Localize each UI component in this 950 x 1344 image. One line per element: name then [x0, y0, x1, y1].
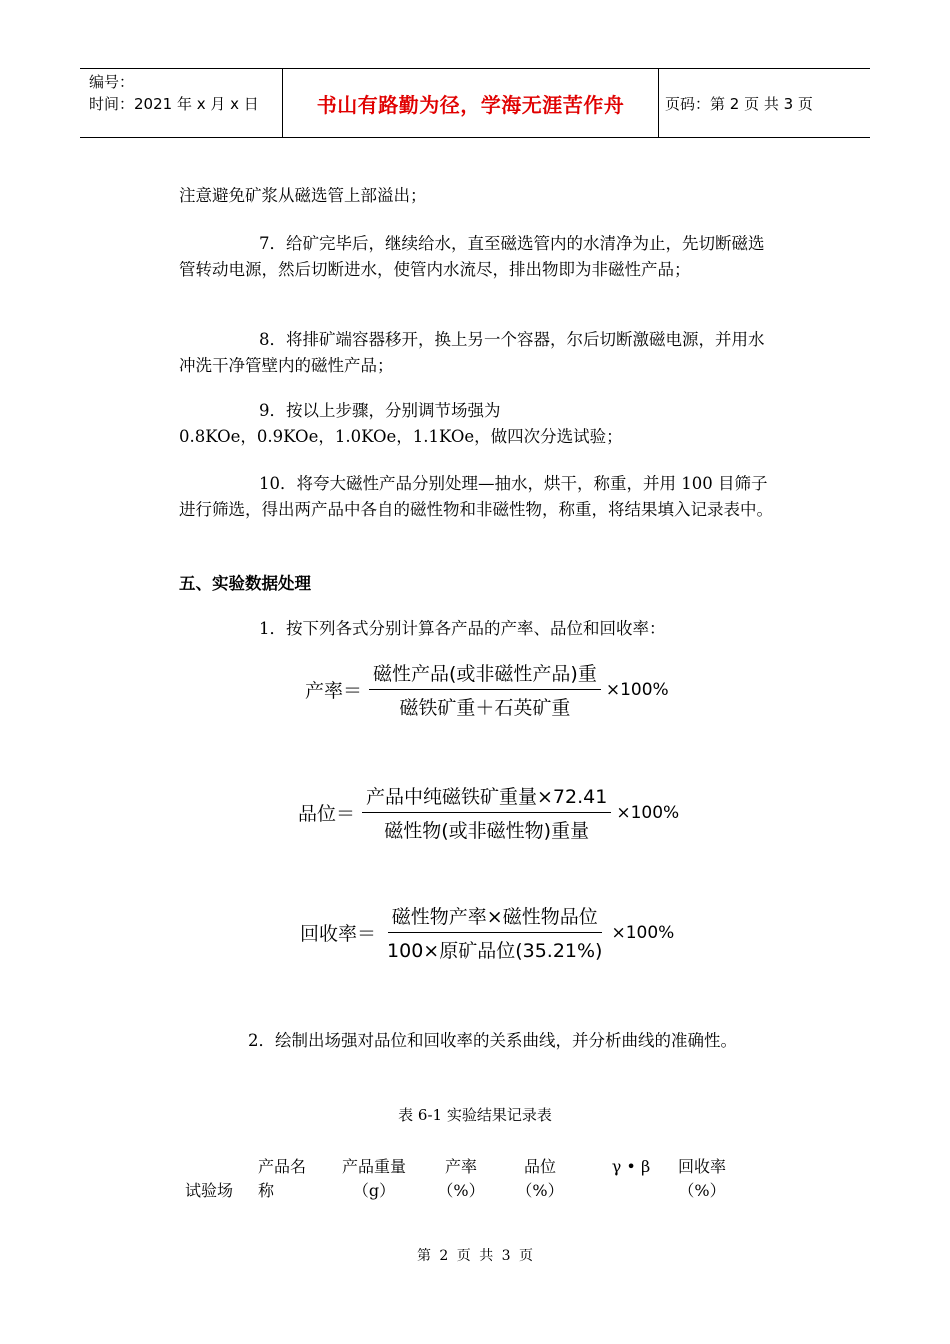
table-header-grade-line1: 品位: [523, 1157, 556, 1176]
grade-formula: [298, 782, 679, 843]
table-header-name-line2: 称: [258, 1181, 275, 1200]
paragraph-step-10: 10．将夸大磁性产品分别处理—抽水，烘干，称重，并用 100 目筛子进行筛选，得出两产品中各自的磁性物和非磁性物，称重，将结果填入记录表中。: [179, 474, 773, 519]
header-page-info: 页码：第 2 页 共 3 页: [665, 94, 813, 113]
yield-numerator: 磁性产品(或非磁性产品)重: [369, 659, 601, 690]
yield-factor: ×100%: [605, 679, 669, 700]
table-header-yield: [433, 1155, 489, 1203]
table-header-weight-line2: （g）: [352, 1181, 396, 1200]
header-motto-cell: [282, 69, 659, 137]
grade-lhs: 品位＝: [298, 803, 356, 825]
recovery-fraction: [383, 902, 606, 963]
table-header-name-line1: 产品名: [258, 1157, 307, 1176]
table-header-grade-line2: （%）: [516, 1181, 564, 1200]
grade-factor: ×100%: [616, 802, 680, 823]
section-item-2: 2．绘制出场强对品位和回收率的关系曲线，并分析曲线的准确性。: [248, 1031, 737, 1050]
recovery-lhs: 回收率＝: [300, 923, 377, 945]
table-header-gamma-beta: γ • β: [611, 1157, 651, 1176]
table-header-recovery-line2: （%）: [678, 1181, 726, 1200]
header-meta: [80, 69, 282, 137]
recovery-denominator: 100×原矿品位(35.21%): [387, 940, 603, 962]
paragraph-step-7: 7．给矿完毕后，继续给水，直至磁选管内的水清净为止，先切断磁选管转动电源，然后切断进水，使管内水流尽，排出物即为非磁性产品；: [179, 234, 765, 279]
table-header-recovery: [670, 1155, 734, 1203]
header-number: 编号：: [89, 73, 135, 91]
grade-numerator: 产品中纯磁铁矿重量×72.41: [362, 782, 611, 813]
table-header-field: 试验场: [185, 1181, 234, 1200]
header-motto: 书山有路勤为径，学海无涯苦作舟: [316, 92, 625, 117]
recovery-formula: [300, 902, 674, 963]
header-time: 时间：2021 年 x 月 x 日: [89, 95, 259, 113]
paragraph-continuation: 注意避免矿浆从磁选管上部溢出；: [179, 186, 427, 205]
table-header-grade: [512, 1155, 568, 1203]
yield-denominator: 磁铁矿重＋石英矿重: [399, 697, 571, 719]
table-header-yield-line2: （%）: [437, 1181, 485, 1200]
yield-lhs: 产率＝: [305, 680, 363, 702]
page-header: [80, 68, 870, 138]
table-header-recovery-line1: 回收率: [677, 1157, 726, 1176]
recovery-numerator: 磁性物产率×磁性物品位: [388, 902, 602, 933]
table-header-name: [258, 1155, 306, 1203]
section-item-1: 1．按下列各式分别计算各产品的产率、品位和回收率：: [259, 619, 666, 638]
table-caption: 表 6-1 实验结果记录表: [398, 1106, 552, 1124]
paragraph-step-8: 8．将排矿端容器移开，换上另一个容器，尔后切断激磁电源，并用水冲洗干净管壁内的磁性产品；: [179, 330, 765, 375]
page-footer: 第 2 页 共 3 页: [416, 1248, 534, 1264]
table-header-weight: [334, 1155, 414, 1203]
table-header-weight-line1: 产品重量: [341, 1157, 406, 1176]
recovery-factor: ×100%: [611, 922, 675, 943]
yield-fraction: [369, 659, 601, 720]
yield-formula: [305, 659, 669, 720]
paragraph-step-9: 9．按以上步骤，分别调节场强为: [259, 401, 501, 420]
grade-denominator: 磁性物(或非磁性物)重量: [384, 820, 590, 842]
section-heading: 五、实验数据处理: [179, 574, 311, 593]
paragraph-step-9-values: 0.8KOe，0.9KOe，1.0KOe，1.1KOe，做四次分选试验；: [179, 427, 623, 446]
grade-fraction: [362, 782, 611, 843]
table-header-yield-line1: 产率: [444, 1157, 477, 1176]
